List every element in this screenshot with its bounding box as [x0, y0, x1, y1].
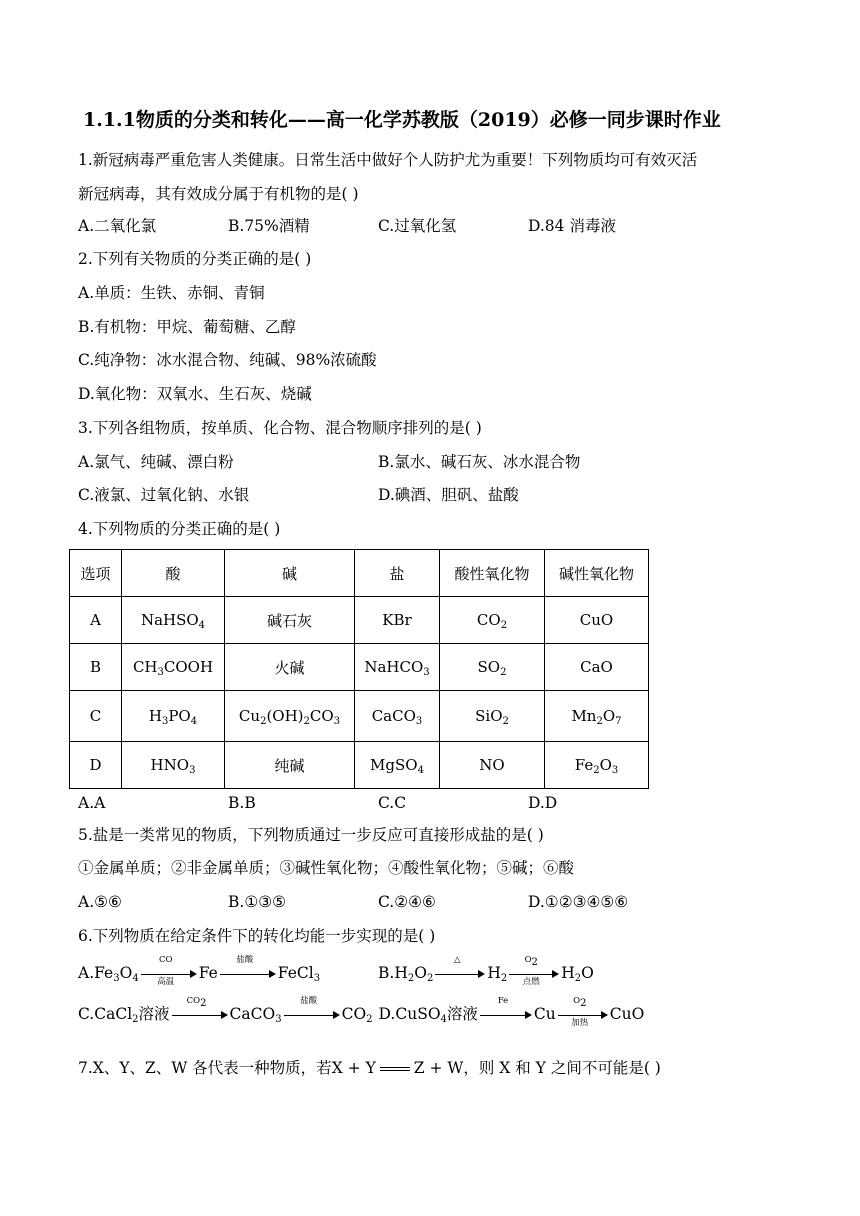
table-row: [70, 597, 649, 644]
q2-stem: 2.下列有关物质的分类正确的是( ): [78, 250, 312, 268]
q5-option-d: D.①②③④⑤⑥: [528, 893, 629, 911]
formula: $Fe_3O_4$: [94, 964, 139, 984]
q2-option-c: C.纯净物：冰水混合物、纯碱、98%浓硫酸: [78, 351, 377, 369]
q5-items: ①金属单质；②非金属单质；③碱性氧化物；④酸性氧化物；⑤碱；⑥酸: [78, 859, 575, 877]
cell-base: 火碱: [225, 644, 355, 691]
cell-salt: MgSO$_4$: [355, 742, 440, 789]
condition-above: 盐酸: [300, 996, 318, 1006]
cell-base: 碱石灰: [225, 597, 355, 644]
cell-basic-oxide: $Mn_2O_7$: [545, 691, 649, 742]
formula: CaCl$_2$: [94, 1005, 139, 1025]
condition-above: 盐酸: [236, 955, 254, 965]
q1-stem-line2: 新冠病毒，其有效成分属于有机物的是( ): [78, 185, 359, 203]
option-label: D.: [378, 1005, 396, 1023]
q7-stem-pre: 7.X、Y、Z、W 各代表一种物质，若: [78, 1059, 332, 1077]
q6-option-c: [78, 996, 645, 1028]
cell-acid: $HNO_3$: [122, 742, 225, 789]
cell-acid: NaHSO$_4$: [122, 597, 225, 644]
q3-option-d: D.碘酒、胆矾、盐酸: [378, 486, 519, 504]
q4-option-a: A.A: [78, 794, 106, 812]
header-salt: 盐: [355, 550, 440, 597]
q4-option-b: B.B: [228, 794, 256, 812]
q3-option-c: C.液氯、过氧化钠、水银: [78, 486, 250, 504]
reaction-arrow: [480, 996, 532, 1025]
condition-above: $O_2$: [573, 996, 587, 1009]
formula: Fe: [198, 964, 218, 982]
table-row: [70, 742, 649, 789]
q2-option-d: D.氧化物：双氧水、生石灰、烧碱: [78, 385, 312, 403]
equals-sign: [380, 1065, 410, 1073]
condition-below: 加热: [571, 1018, 589, 1028]
cell-basic-oxide: $Fe_2O_3$: [545, 742, 649, 789]
cell-acid: $H_3PO_4$: [122, 691, 225, 742]
page-title: 1.1.1物质的分类和转化——高一化学苏教版（2019）必修一同步课时作业: [83, 109, 721, 131]
reaction-arrow: [172, 996, 228, 1025]
formula: FeCl$_3$: [277, 964, 321, 984]
condition-above: Fe: [497, 996, 509, 1006]
row-option: A: [70, 597, 122, 644]
cell-base: $Cu_2(OH)_2CO_3$: [225, 691, 355, 742]
q4-stem: 4.下列物质的分类正确的是( ): [78, 520, 281, 538]
q6-stem: 6.下列物质在给定条件下的转化均能一步实现的是( ): [78, 927, 436, 945]
q3-option-b: B.氯水、碱石灰、冰水混合物: [378, 453, 581, 471]
q5-stem: 5.盐是一类常见的物质，下列物质通过一步反应可直接形成盐的是( ): [78, 826, 544, 844]
q1-option-d: D.84 消毒液: [528, 217, 616, 235]
cell-salt: CaCO$_3$: [355, 691, 440, 742]
header-option: 选项: [70, 550, 122, 597]
option-label: B.: [378, 964, 395, 982]
q5-option-b: B.①③⑤: [228, 893, 287, 911]
cell-acidic-oxide: NO: [440, 742, 545, 789]
q5-option-c: C.②④⑥: [378, 893, 436, 911]
reaction-arrow: [558, 996, 608, 1028]
table-row: [70, 644, 649, 691]
q1-stem-line1: 1.新冠病毒严重危害人类健康。日常生活中做好个人防护尤为重要！下列物质均可有效灭活: [78, 151, 698, 169]
reaction-arrow: [220, 955, 276, 984]
header-base: 碱: [225, 550, 355, 597]
formula: CuSO$_4$: [395, 1005, 447, 1025]
formula: $H_2O_2$: [394, 964, 434, 984]
reaction-arrow: [435, 955, 485, 984]
header-acidic-oxide: 酸性氧化物: [440, 550, 545, 597]
condition-above: $CO_2$: [186, 996, 207, 1009]
table-row: [70, 691, 649, 742]
q1-option-a: A.二氧化氯: [78, 217, 157, 235]
cell-salt: NaHCO$_3$: [355, 644, 440, 691]
condition-above: △: [454, 955, 461, 965]
option-label: A.: [78, 964, 95, 982]
q7-stem-post: ，则 X 和 Y 之间不可能是( ): [463, 1059, 661, 1077]
reaction-arrow: [509, 955, 559, 987]
formula: $H_2O$: [561, 964, 594, 984]
row-option: B: [70, 644, 122, 691]
condition-above: $O_2$: [524, 955, 538, 968]
q7-stem: [78, 1058, 661, 1078]
option-label: C.: [78, 1005, 95, 1023]
reaction-arrow: [141, 955, 197, 987]
q5-option-a: A.⑤⑥: [78, 893, 122, 911]
q1-option-b: B.75%酒精: [228, 217, 310, 235]
cell-base: 纯碱: [225, 742, 355, 789]
reaction-arrow: [284, 996, 340, 1025]
solution-word: 溶液: [138, 1005, 170, 1023]
q6-option-b: [378, 955, 594, 987]
table-header-row: [70, 550, 649, 597]
solution-word: 溶液: [446, 1005, 478, 1023]
row-option: C: [70, 691, 122, 742]
condition-below: 高温: [157, 977, 175, 987]
q3-option-a: A.氯气、纯碱、漂白粉: [78, 453, 234, 471]
condition-above: CO: [158, 955, 173, 965]
cell-basic-oxide: CuO: [545, 597, 649, 644]
cell-acidic-oxide: SiO$_2$: [440, 691, 545, 742]
q4-option-c: C.C: [378, 794, 407, 812]
formula: $H_2$: [487, 964, 508, 984]
formula: Cu: [533, 1005, 556, 1023]
q1-option-c: C.过氧化氢: [378, 217, 457, 235]
q3-stem: 3.下列各组物质，按单质、化合物、混合物顺序排列的是( ): [78, 419, 482, 437]
cell-salt: KBr: [355, 597, 440, 644]
cell-acid: $CH_3COOH$: [122, 644, 225, 691]
classification-table: [69, 549, 649, 789]
header-acid: 酸: [122, 550, 225, 597]
formula: CaCO$_3$: [229, 1005, 282, 1025]
formula: $CO_2$: [341, 1005, 373, 1025]
header-basic-oxide: 碱性氧化物: [545, 550, 649, 597]
q6-option-a: [78, 955, 321, 987]
q2-option-a: A.单质：生铁、赤铜、青铜: [78, 284, 265, 302]
q2-option-b: B.有机物：甲烷、葡萄糖、乙醇: [78, 318, 296, 336]
cell-acidic-oxide: $CO_2$: [440, 597, 545, 644]
cell-acidic-oxide: $SO_2$: [440, 644, 545, 691]
formula: CuO: [609, 1005, 645, 1023]
row-option: D: [70, 742, 122, 789]
cell-basic-oxide: CaO: [545, 644, 649, 691]
equation-left: X + Y: [331, 1059, 376, 1077]
equation-right: Z + W: [413, 1059, 464, 1077]
condition-below: 点燃: [522, 977, 540, 987]
q4-option-d: D.D: [528, 794, 558, 812]
